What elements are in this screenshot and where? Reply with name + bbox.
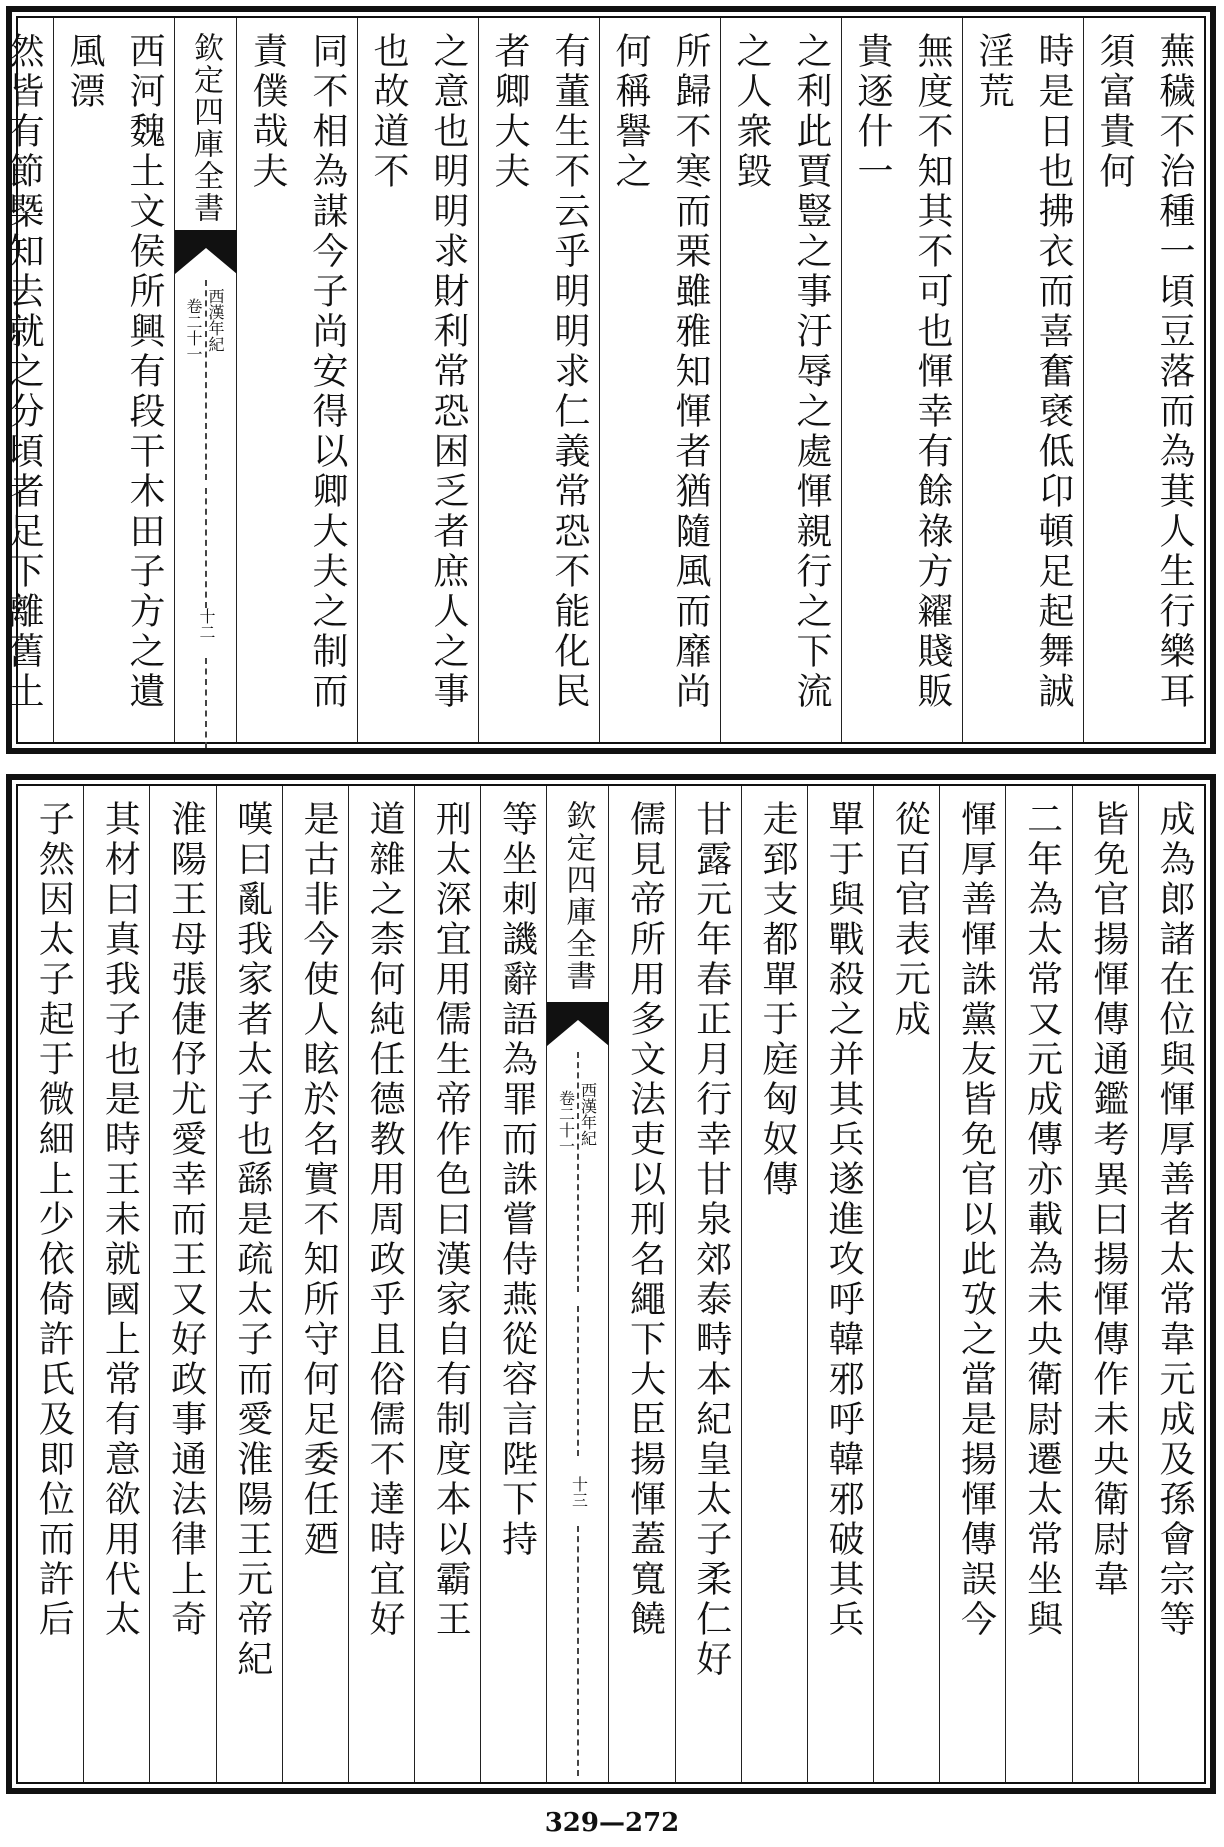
upper-page (3, 6, 1216, 754)
text-column: 等坐刺譏辭語為罪而誅嘗侍燕從容言陛下持 (481, 786, 547, 1782)
lower-page (6, 774, 1216, 1794)
center-dash-line (577, 1306, 579, 1456)
leaf-number: 十二 (197, 608, 216, 640)
upper-page-frame (3, 16, 1206, 744)
text-column: 刑太深宜用儒生帝作色曰漢家自有制度本以霸王 (415, 786, 481, 1782)
page-center-strip (547, 786, 609, 1782)
text-column: 子然因太子起于微細上少依倚許氏及即位而許后 (18, 786, 84, 1782)
text-column: 淮陽王母張倢伃尤愛幸而王又好政事通法律上奇 (150, 786, 216, 1782)
text-column: 時是日也拂衣而喜奮褎低卬頓足起舞誠淫荒 (963, 18, 1084, 742)
text-column: 單于與戰殺之并其兵遂進攻呼韓邪呼韓邪破其兵 (808, 786, 874, 1782)
lower-page-columns (18, 786, 1204, 1782)
text-column: 甘露元年春正月行幸甘泉郊泰畤本紀皇太子柔仁好 (676, 786, 742, 1782)
text-column: 儒見帝所用多文法吏以刑名繩下大臣揚惲蓋寬饒 (609, 786, 675, 1782)
volume-label: 卷二十一 (556, 1090, 576, 1154)
text-column: 其材曰真我子也是時王未就國上常有意欲用代太 (84, 786, 150, 1782)
text-column: 嘆曰亂我家者太子也繇是疏太子而愛淮陽王元帝紀 (217, 786, 283, 1782)
text-column: 二年為太常又元成傳亦載為未央衛尉遷太常坐與 (1006, 786, 1072, 1782)
text-column: 有董生不云乎明明求仁義常恐不能化民者卿大夫 (479, 18, 600, 742)
book-title: 欽定四庫全書 (560, 800, 596, 992)
text-column: 所歸不寒而栗雖雅知惲者猶隨風而靡尚何稱譽之 (600, 18, 721, 742)
fish-tail-mark-icon (175, 230, 237, 274)
text-column: 西河魏土文侯所興有段干木田子方之遺風漂 (54, 18, 175, 742)
text-column: 皆免官揚惲傳通鑑考異曰揚惲傳作未央衛尉韋 (1073, 786, 1139, 1782)
page-reference-number: 329—272 (544, 1808, 680, 1838)
text-column: 無度不知其不可也惲幸有餘祿方糴賤販貴逐什一 (842, 18, 963, 742)
volume-label: 卷二十一 (184, 298, 203, 362)
page-center-strip (175, 18, 237, 742)
lower-page-frame (16, 784, 1206, 1784)
book-title: 欽定四庫全書 (188, 32, 223, 224)
center-dash-line (205, 488, 207, 608)
text-column: 是古非今使人眩於名實不知所守何足委任廼 (283, 786, 349, 1782)
text-column: 蕪穢不治種一頃豆落而為萁人生行樂耳須富貴何 (1094, 32, 1195, 712)
book-subtitle: 西漢年紀 (206, 288, 225, 352)
text-column: 從百官表元成 (874, 786, 940, 1782)
text-column: 之意也明明求財利常恐困乏者庶人之事也故道不 (358, 18, 479, 742)
text-column: 然皆有節槩知去就之分頃者足下離舊土 (0, 18, 54, 742)
book-subtitle: 西漢年紀 (578, 1082, 598, 1146)
fish-tail-mark-icon (547, 1002, 609, 1046)
upper-page-columns (3, 18, 1204, 742)
text-column: 之利此賈豎之事汙辱之處惲親行之下流之人衆毀 (721, 18, 842, 742)
text-column: 成為郎諸在位與惲厚善者太常韋元成及孫會宗等 (1154, 800, 1195, 1640)
text-column: 道雜之柰何純任德教用周政乎且俗儒不達時宜好 (349, 786, 415, 1782)
center-dash-line (205, 658, 207, 748)
center-dash-line (577, 1526, 579, 1776)
text-column: 同不相為謀今子尚安得以卿大夫之制而責僕哉夫 (237, 18, 358, 742)
text-column: 走郅支都單于庭匈奴傳 (742, 786, 808, 1782)
leaf-number: 十三 (569, 1476, 589, 1508)
text-column: 惲厚善惲誅黨友皆免官以此攷之當是揚惲傳誤今 (940, 786, 1006, 1782)
